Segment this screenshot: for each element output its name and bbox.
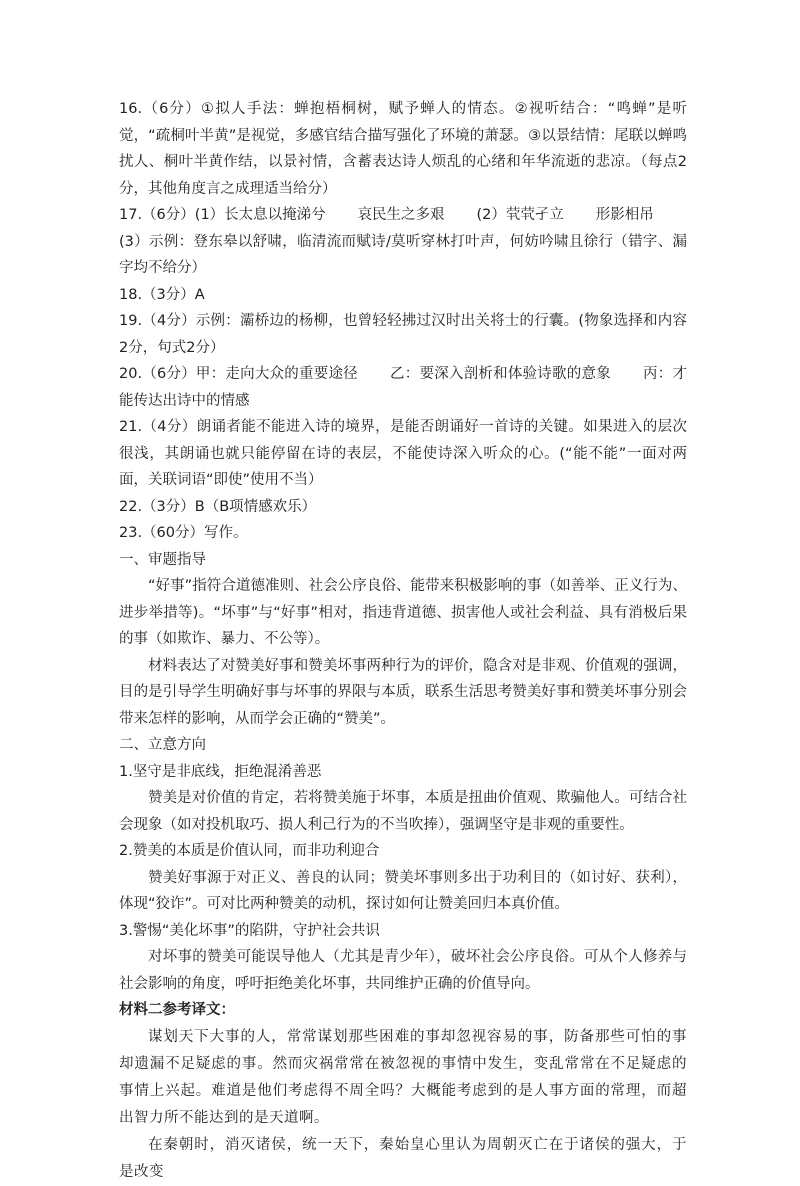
- point-3-title: 3.警惕“美化坏事”的陷阱，守护社会共识: [119, 922, 380, 939]
- material-2-paragraph-1: 谋划天下大事的人，常常谋划那些困难的事却忽视容易的事，防备那些可怕的事却遗漏不足疑虑的事。然而灾祸常常在被忽视的事情中发生，变乱常常在不足疑虑的事情上兴起。难道是他们考虑得不周全吗？大概能考虑到的是人事方面的常理，而超出智力所不能达到的是天道啊。: [119, 1028, 687, 1126]
- answer-17-part-b: 哀民生之多艰: [357, 207, 445, 223]
- answer-20-c: 丙：才能传达出诗中的情感: [119, 366, 687, 409]
- answer-20-a: 20.（6分）甲：走向大众的重要途径: [119, 366, 358, 382]
- point-2-body: 赞美好事源于对正义、善良的认同；赞美坏事则多出于功利目的（如讨好、获利），体现“狡诈”。可对比两种赞美的动机，探讨如何让赞美回归本真价值。: [119, 869, 687, 912]
- point-1-body: 赞美是对价值的肯定，若将赞美施于坏事，本质是扭曲价值观、欺骗他人。可结合社会现象（如对投机取巧、损人利己行为的不当吹捧），强调坚守是非观的重要性。: [119, 790, 687, 833]
- section-1-title: 一、审题指导: [119, 551, 206, 568]
- answer-22: 22.（3分）B（B项情感欢乐）: [119, 498, 317, 515]
- point-3-body: 对坏事的赞美可能误导他人（尤其是青少年），破坏社会公序良俗。可从个人修养与社会影响的角度，呼吁拒绝美化坏事，共同维护正确的价值导向。: [119, 949, 687, 992]
- answer-content: [119, 96, 687, 1186]
- answer-16: 16.（6分）①拟人手法：蝉抱梧桐树，赋予蝉人的情态。②视听结合：“鸣蝉”是听觉，“疏桐叶半黄”是视觉，多感官结合描写强化了环境的萧瑟。③以景结情：尾联以蝉鸣扰人、桐叶半黄作结，以景衬情，含蓄表达诗人烦乱的心绪和年华流逝的悲凉。（每点2分，其他角度言之成理适当给分）: [119, 101, 687, 197]
- section-1-paragraph-1: “好事”指符合道德准则、社会公序良俗、能带来积极影响的事（如善举、正义行为、进步举措等)。“坏事”与“好事”相对，指违背道德、损害他人或社会利益、具有消极后果的事（如欺诈、暴力、不公等）。: [119, 578, 687, 647]
- answer-17-part-d: 形影相吊: [595, 207, 654, 223]
- answer-20: [119, 361, 687, 414]
- answer-19: 19.（4分）示例：灞桥边的杨柳，也曾轻轻拂过汉时出关将士的行囊。(物象选择和内容2分，句式2分）: [119, 313, 687, 356]
- answer-17-part-a: 17.（6分）(1）长太息以掩涕兮: [119, 207, 326, 223]
- answer-17-part-c: (2）茕茕孑立: [476, 207, 564, 223]
- section-2-title: 二、立意方向: [119, 737, 206, 753]
- answer-17-line1: [119, 202, 687, 229]
- answer-23: 23.（60分）写作。: [119, 525, 248, 541]
- answer-20-b: 乙：要深入剖析和体验诗歌的意象: [389, 366, 611, 382]
- answer-17-line2: (3）示例：登东皋以舒啸，临清流而赋诗/莫听穿林打叶声，何妨吟啸且徐行（错字、漏字均不给分）: [119, 233, 687, 276]
- answer-18: 18.（3分）A: [119, 286, 205, 303]
- material-2-paragraph-2: 在秦朝时，消灭诸侯，统一天下，秦始皇心里认为周朝灭亡在于诸侯的强大，于是改变: [119, 1136, 687, 1180]
- section-1-paragraph-2: 材料表达了对赞美好事和赞美坏事两种行为的评价，隐含对是非观、价值观的强调，目的是引导学生明确好事与坏事的界限与本质，联系生活思考赞美好事和赞美坏事分别会带来怎样的影响，从而学会正确的“赞美”。: [119, 657, 687, 727]
- material-2-title: 材料二参考译文：: [119, 1002, 235, 1018]
- point-2-title: 2.赞美的本质是价值认同，而非功利迎合: [119, 843, 380, 859]
- point-1-title: 1.坚守是非底线，拒绝混淆善恶: [119, 763, 322, 780]
- answer-21: 21.（4分）朗诵者能不能进入诗的境界，是能否朗诵好一首诗的关键。如果进入的层次很浅，其朗诵也就只能停留在诗的表层，不能使诗深入听众的心。(“能不能”一面对两面，关联词语“即使”使用不当）: [119, 419, 687, 488]
